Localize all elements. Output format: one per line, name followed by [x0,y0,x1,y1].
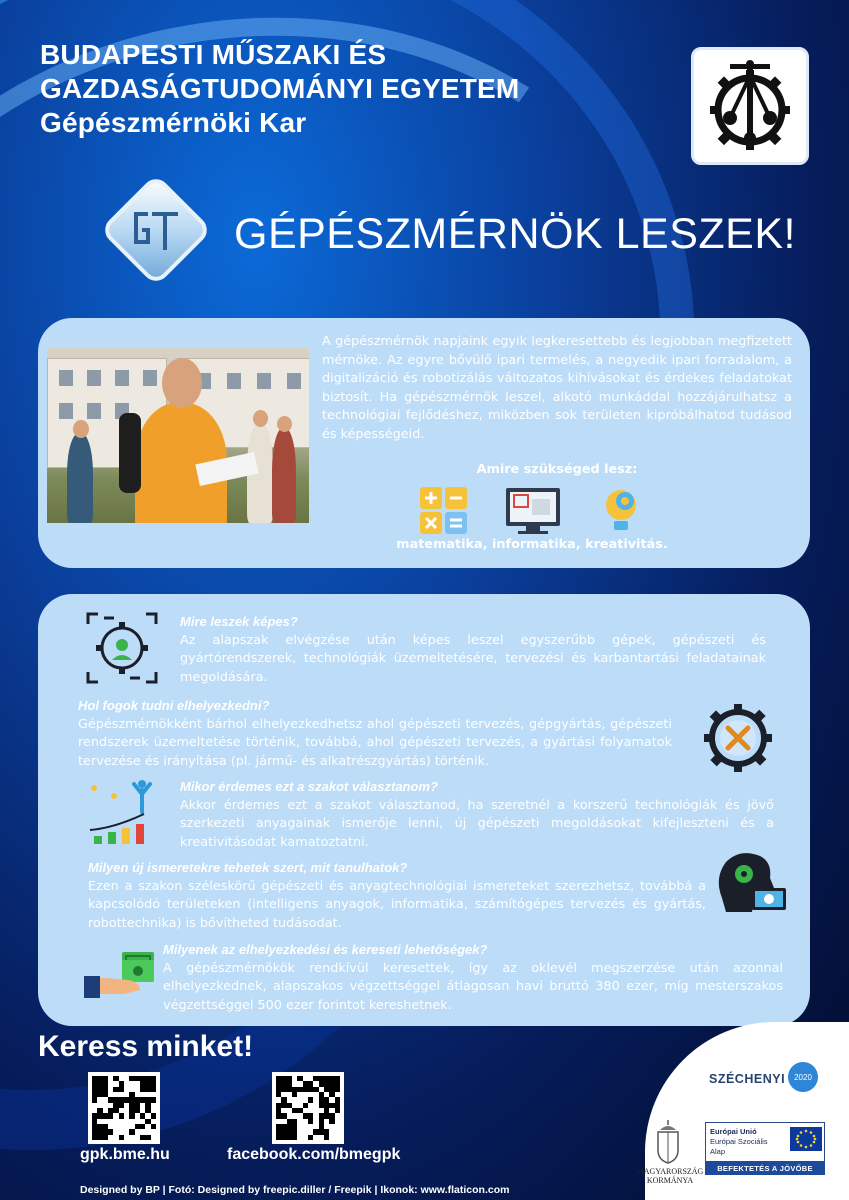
faq-question: Mire leszek képes? [180,614,298,629]
qr-pattern [276,1076,340,1140]
skills-list: matematika, informatika, kreativitás. [396,537,668,552]
eu-line: Európai Unió [710,1127,757,1136]
government-label: MAGYARORSZÁG KORMÁNYA [636,1167,704,1185]
faq-answer: Gépészmérnökként bárhol elhelyezkedhetsz ahol gépészeti tervezés, gépgyártás, gépészeti rendszerek üzemeltetése történik, továbbá, ahol gépészeti tervezés, a gyártási folyamatok tervezése és irányítása (pl. jármű- és alkatrészgyártás) történik. [78,717,672,769]
eu-line: Alap [710,1147,726,1156]
coat-of-arms-icon [655,1120,681,1164]
qr-pattern [92,1076,156,1140]
wrench-gear-icon [700,700,776,776]
faq-answer: Az alapszak elvégzése után képes leszel egyszerűbb gépek, gépészeti és gyártórendszerek, technológiák üzemeltetésére, tervezési és karbantartási feladatainak megoldására. [180,633,766,685]
growth-chart-icon [84,778,154,848]
faq-question: Mikor érdemes ezt a szakot választanom? [180,779,438,794]
szechenyi-year-badge: 2020 [788,1062,818,1092]
university-title [40,38,660,140]
qr-code-website[interactable] [88,1072,160,1144]
calculator-icon [420,487,467,534]
university-line-2: GAZDASÁGTUDOMÁNYI EGYETEM [40,73,520,104]
head-gear-laptop-icon [712,848,788,920]
faculty-name: Gépészmérnöki Kar [40,107,307,138]
eu-line: Európai Szociális [710,1137,768,1146]
eu-flag-icon [790,1127,822,1151]
skill-icons [418,485,648,535]
lightbulb-gear-icon [606,490,636,530]
contact-title: Keress minket! [38,1030,254,1063]
intro-text: A gépészmérnök napjaink egyik legkeresettebb és legjobban megfizetett mérnöke. Az egyre bővülő ipari termelés, a negyedik ipari forradalom, a digitalizáció és robotizálás változatos kihívásokat és érdekes feladatokat biztosít. Ha gépészmérnök leszel, alkotó munkáddal hozzájárulhatsz a technológiai fejlődéshez, miközben sok területen kipróbálhatod tudásod és képességeid. [322,334,792,442]
credits-line: Designed by BP | Fotó: Designed by freepic.diller / Freepik | Ikonok: www.flaticon.com [80,1184,510,1196]
faq-answer: Akkor érdemes ezt a szakot választanod, ha szeretnél a korszerű technológiák és jövő szerkezeti anyagainak ismerője lenni, új gépészeti megoldásokat kifejleszteni és a kreativitásodat kamatoztatni. [180,798,774,850]
needs-label: Amire szükséged lesz: [476,462,638,477]
qr-module [335,1135,340,1140]
facebook-link[interactable]: facebook.com/bmegpk [227,1146,401,1163]
eu-text [710,1127,768,1157]
qr-module [151,1135,156,1140]
faq-question: Milyenek az elhelyezkedési és kereseti lehetőségek? [163,942,488,957]
page-title: GÉPÉSZMÉRNÖK LESZEK! [234,210,796,258]
computer-icon [506,488,560,534]
money-hand-icon [84,948,158,1008]
gear-crest-icon [700,56,800,156]
faq-question: Milyen új ismeretekre tehetek szert, mit tanulhatok? [88,860,408,875]
gt-badge-icon [96,170,216,290]
faculty-logo [691,47,809,165]
qr-code-facebook[interactable] [272,1072,344,1144]
szechenyi-name: SZÉCHENYI [709,1072,786,1086]
slogan-banner: BEFEKTETÉS A JÖVŐBE [705,1161,825,1175]
students-photo [47,348,309,523]
faq-question: Hol fogok tudni elhelyezkedni? [78,698,270,713]
person-gear-icon [84,610,160,686]
website-link[interactable]: gpk.bme.hu [80,1146,170,1163]
faq-answer: Ezen a szakon széleskörű gépészeti és anyagtechnológiai ismereteket szerezhetsz, továbbá a kapcsolódó területeken (intelligens anyagok, informatika, számítógépes tervezés és gyártás, robottechnika) is bővítheted tudásodat. [88,879,706,931]
faq-answer: A gépészmérnökök rendkívül keresettek, így az oklevél megszerzése után azonnal elhelyezkednek, alapszakos végzettséggel átlagosan havi bruttó 380 ezer, míg mesterszakos végzettséggel 500 ezer forintot kereshetnek. [163,961,783,1013]
university-line-1: BUDAPESTI MŰSZAKI ÉS [40,39,387,70]
